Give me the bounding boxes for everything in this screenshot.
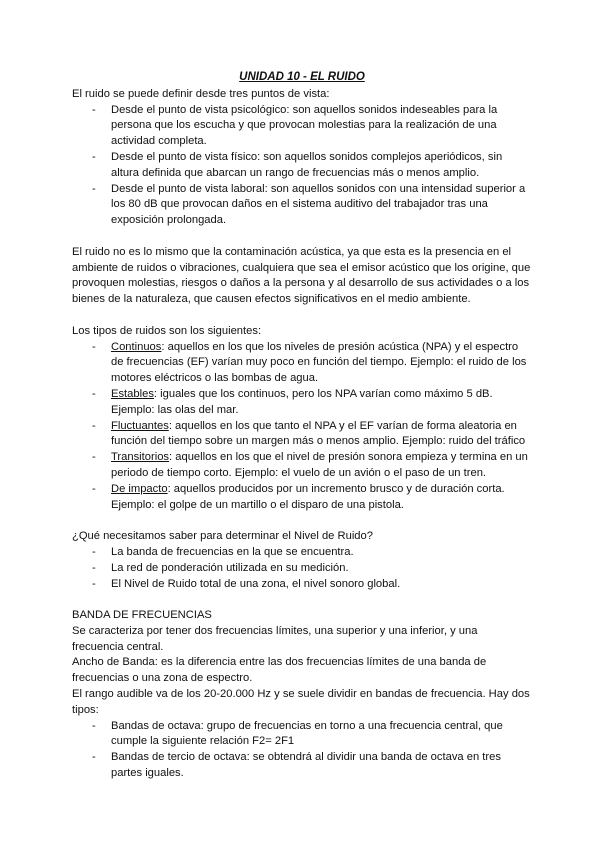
list-item: - Bandas de octava: grupo de frecuencias en torno a una frecuencia central, que cumple la siguiente relación F2= 2F1 (92, 719, 532, 751)
noise-types-list (72, 340, 532, 514)
type-text: : aquellos en los que los niveles de presión acústica (NPA) y el espectro de frecuencias (EF) varían muy poco en función del tiempo. Ejemplo: el ruido de los motores eléctricos o las bombas de agua. (111, 340, 527, 385)
type-text: : aquellos producidos por un incremento brusco y de duración corta. Ejemplo: el golpe de un martillo o el disparo de una pistola. (111, 482, 505, 511)
band-heading: BANDA DE FRECUENCIAS (72, 609, 212, 622)
document-page (72, 70, 532, 782)
intro-paragraph: El ruido se puede definir desde tres puntos de vista: (72, 87, 330, 100)
list-item (92, 450, 532, 482)
list-item: - Desde el punto de vista físico: son aquellos sonidos complejos aperiódicos, sin altura definida que abarcan un rango de frecuencias más o menos amplio. (92, 150, 532, 182)
list-item: - El Nivel de Ruido total de una zona, el nivel sonoro global. (92, 577, 532, 593)
list-item: - Desde el punto de vista laboral: son aquellos sonidos con una intensidad superior a los 80 dB que provocan daños en el sistema auditivo del trabajador tras una exposición prolongada. (92, 182, 532, 229)
question-paragraph: ¿Qué necesitamos saber para determinar el Nivel de Ruido? (72, 530, 373, 543)
list-item (92, 387, 532, 419)
page-title: UNIDAD 10 - EL RUIDO (239, 71, 365, 83)
list-item: - La banda de frecuencias en la que se encuentra. (92, 545, 532, 561)
viewpoints-list (72, 103, 532, 229)
types-intro: Los tipos de ruidos son los siguientes: (72, 324, 262, 337)
type-term: Continuos (111, 340, 162, 353)
list-item: - La red de ponderación utilizada en su medición. (92, 561, 532, 577)
type-term: Estables (111, 387, 154, 400)
type-term: Transitorios (111, 451, 170, 464)
type-text: : aquellos en los que el nivel de presión sonora empieza y termina en un periodo de tiempo corto. Ejemplo: el vuelo de un avión o el paso de un tren. (111, 451, 528, 479)
band-paragraph-3: El rango audible va de los 20-20.000 Hz y se suele dividir en bandas de frecuencia. Hay dos tipos: (72, 688, 530, 716)
needs-list (72, 545, 532, 592)
type-text: : iguales que los continuos, pero los NPA varían como máximo 5 dB. Ejemplo: las olas del mar. (111, 387, 493, 416)
list-item (92, 340, 532, 387)
list-item (92, 482, 532, 514)
type-term: De impacto (111, 482, 168, 495)
list-item (92, 419, 532, 451)
type-text: : aquellos en los que tanto el NPA y el EF varían de forma aleatoria en función del tiempo sobre un margen más o menos amplio. Ejemplo: ruido del tráfico (111, 419, 526, 448)
list-item: - Bandas de tercio de octava: se obtendrá al dividir una banda de octava en tres partes iguales. (92, 750, 532, 782)
list-item: - Desde el punto de vista psicológico: son aquellos sonidos indeseables para la persona que los escucha y que provocan molestias para la realización de una actividad completa. (92, 103, 532, 150)
band-paragraph-2: Ancho de Banda: es la diferencia entre las dos frecuencias límites de una banda de frecuencias o una zona de espectro. (72, 656, 487, 685)
band-types-list (72, 719, 532, 782)
contamination-paragraph: El ruido no es lo mismo que la contaminación acústica, ya que esta es la presencia en el ambiente de ruidos o vibraciones, cualquiera que sea el emisor acústico que los origine, que provoquen molestias, riesgos o daños a la persona y al desarrollo de sus actividades o a los bienes de la naturaleza, que causen efectos significativos en el medio ambiente. (72, 245, 531, 306)
type-term: Fluctuantes (111, 419, 169, 432)
band-paragraph-1: Se caracteriza por tener dos frecuencias límites, una superior y una inferior, y una frecuencia central. (72, 624, 478, 653)
